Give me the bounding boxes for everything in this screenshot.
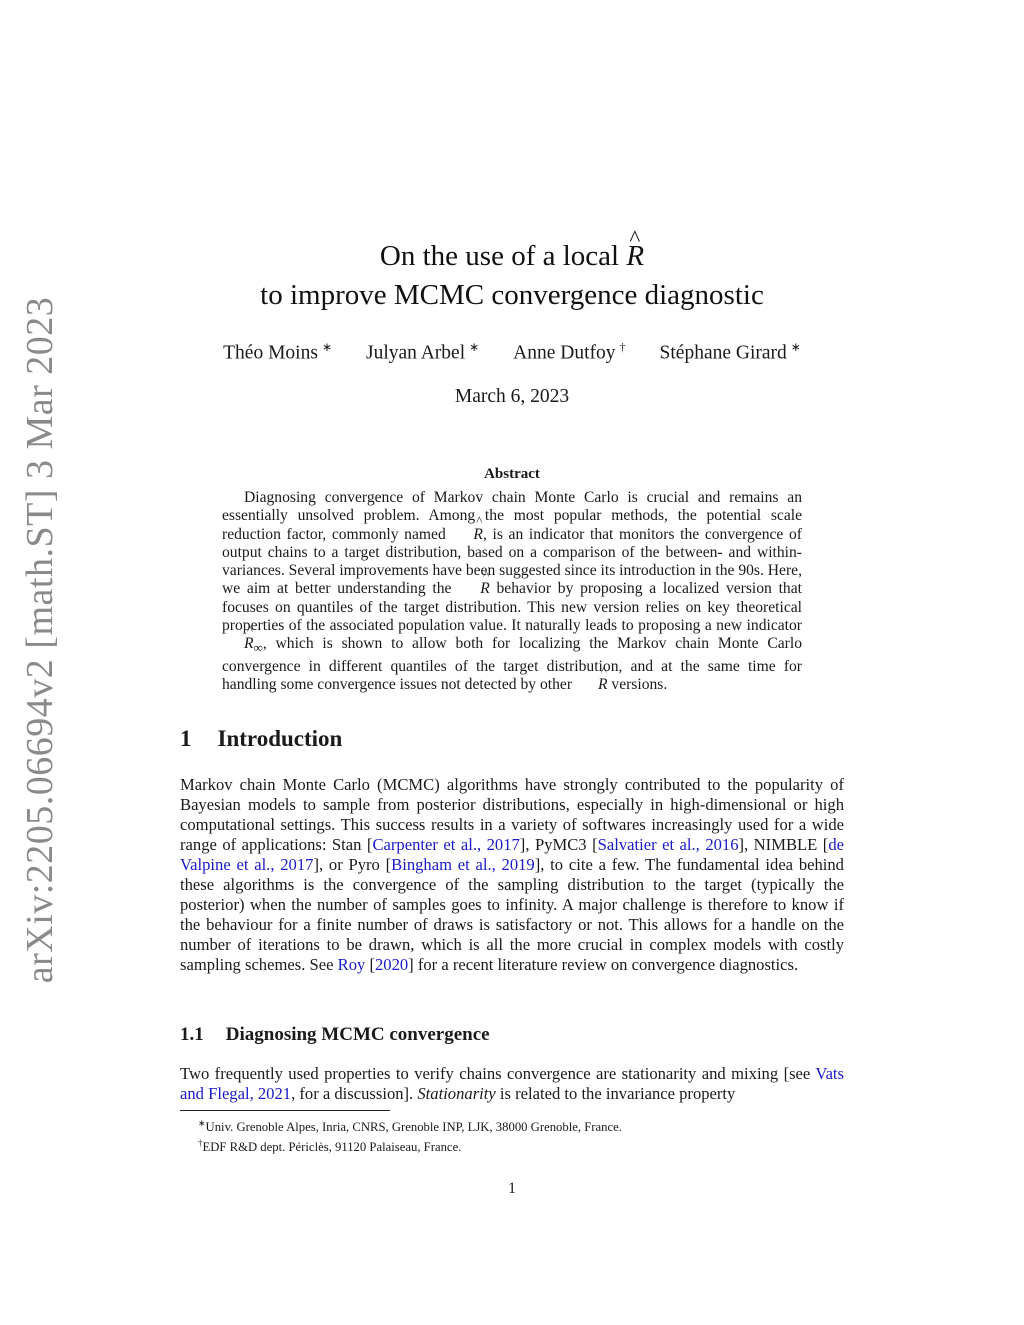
citation-link[interactable]: 2020 <box>374 955 409 974</box>
citation-link[interactable]: Roy <box>337 955 366 974</box>
author: Stéphane Girard ∗ <box>659 340 801 364</box>
abstract-heading: Abstract <box>484 466 540 482</box>
publication-date: March 6, 2023 <box>454 386 570 407</box>
citation-link[interactable]: Bingham et al., 2019 <box>391 855 535 874</box>
page-number: 1 <box>508 1180 516 1197</box>
subsection-heading-diagnosing: 1.1 Diagnosing MCMC convergence <box>180 1024 490 1045</box>
abstract-body: Diagnosing convergence of Markov chain Monte Carlo is crucial and remains an essentially unsolved problem. Among the most popular methods, the potential scale reduction factor, commonly named ^ R, is an indicator that monitors the convergence of output chains to a target distribution, based on a comparison of the between- and within-variances. Several improvements have been suggested since its introduction in the 90s. Here, we aim at better understanding the ^ R behavior by proposing a localized version that focuses on quantiles of the target distribution. This new version relies on key theoretical properties of the associated population value. It naturally leads to proposing a new indicator ^ $R_\infty$, which is shown to allow both for localizing the Markov chain Monte Carlo convergence in different quantiles of the target distribution, and at the same time for handling some convergence issues not detected by other ^ R versions. <box>222 489 802 694</box>
footnote: †EDF R&D dept. Périclès, 91120 Palaiseau, France. <box>198 1138 462 1155</box>
citation-link[interactable]: Salvatier et al., 2016 <box>597 835 739 854</box>
author: Anne Dutfoy † <box>513 340 626 364</box>
introduction-paragraph: Markov chain Monte Carlo (MCMC) algorithms have strongly contributed to the popularity of Bayesian models to sample from posterior distributions, especially in high-dimensional or high computational settings. This success results in a variety of softwares increasingly used for a wide range of applications: Stan [Carpenter et al., 2017], PyMC3 [Salvatier et al., 2016], NIMBLE [de Valpine et al., 2017], or Pyro [Bingham et al., 2019], to cite a few. The fundamental idea behind these algorithms is the convergence of the sampling distribution to the target (typically the posterior) when the number of samples goes to infinity. A major challenge is therefore to know if the behaviour for a finite number of draws is satisfactory or not. This allows for a handle on the number of iterations to be drawn, which is all the more crucial in complex models with costly sampling schemes. See Roy [2020] for a recent literature review on convergence diagnostics. <box>180 775 844 974</box>
citation-link[interactable]: Carpenter et al., 2017 <box>372 835 520 854</box>
paper-title-line2: to improve MCMC convergence diagnostic <box>260 279 764 311</box>
footnote-rule <box>180 1110 390 1111</box>
footnote: ∗Univ. Grenoble Alpes, Inria, CNRS, Grenoble INP, LJK, 38000 Grenoble, France. <box>198 1118 622 1135</box>
author-list <box>0 340 1024 365</box>
arxiv-identifier: arXiv:2205.06694v2 [math.ST] 3 Mar 2023 <box>19 296 61 984</box>
citation-link[interactable]: de Valpine et al., 2017 <box>180 835 844 874</box>
footnotes <box>198 1115 838 1155</box>
citation-link[interactable]: Vats and Flegal, 2021 <box>180 1064 844 1103</box>
title-prefix: On the use of a local <box>379 240 620 272</box>
author: Julyan Arbel ∗ <box>366 340 480 364</box>
subsection-paragraph: Two frequently used properties to verify chains convergence are stationarity and mixing [see Vats and Flegal, 2021, for a discussion]. Stationarity is related to the invariance property <box>180 1064 844 1103</box>
paper-title-line1 <box>0 240 1024 273</box>
r-hat-symbol: ^ R <box>626 240 644 273</box>
section-heading-introduction: 1 Introduction <box>180 726 343 751</box>
author: Théo Moins ∗ <box>223 340 332 364</box>
